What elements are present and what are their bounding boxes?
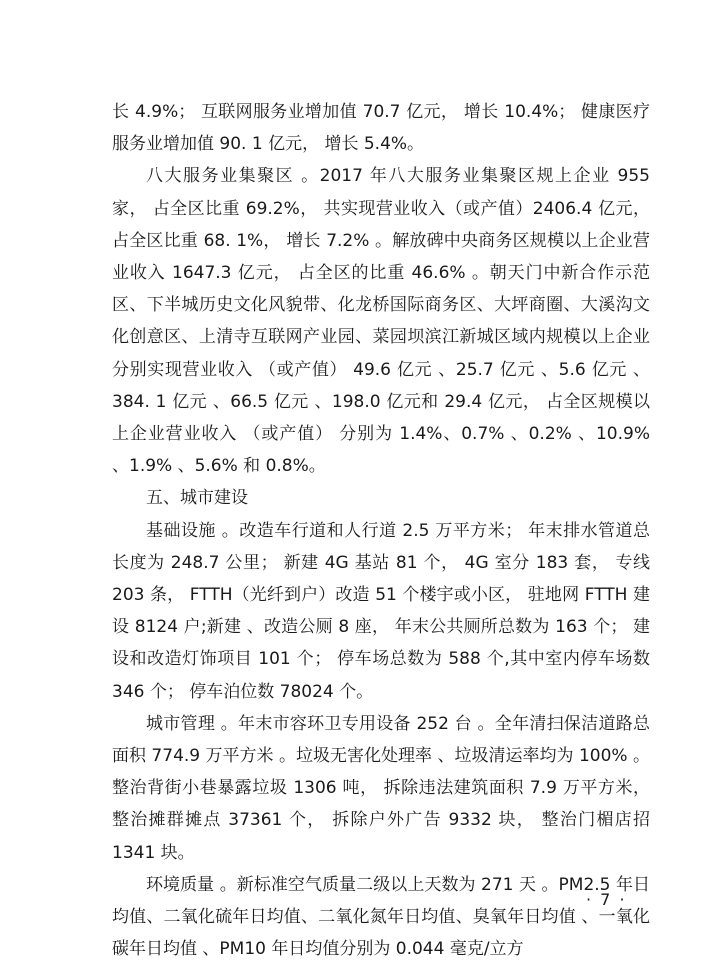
body-text bbox=[112, 96, 650, 965]
paragraph-urban-management: 城市管理 。年末市容环卫专用设备 252 台 。全年清扫保洁道路总面积 774.9 万平方米 。垃圾无害化处理率 、垃圾清运率均为 100% 。整治背街小巷暴露垃圾 1306 吨， 拆除违法建筑面积 7.9 万平方米， 整治摊群摊点 37361 个， 拆除户外广告 9332 块， 整治门楣店招 1341 块。 bbox=[112, 713, 650, 863]
paragraph-service-clusters: 八大服务业集聚区 。2017 年八大服务业集聚区规上企业 955 家， 占全区比重 69.2%， 共实现营业收入（或产值）2406.4 亿元， 占全区比重 68. 1%， 增长 7.2% 。解放碑中央商务区规模以上企业营业收入 1647.3 亿元， 占全区的比重 46.6% 。朝天门中新合作示范区、下半城历史文化风貌带、化龙桥国际商务区、大坪商圈、大溪沟文化创意区、上清寺互联网产业园、菜园坝滨江新城区域内规模以上企业分别实现营业收入 （或产值） 49.6 亿元 、25.7 亿元 、5.6 亿元 、384. 1 亿元 、66.5 亿元 、198.0 亿元和 29.4 亿元， 占全区规模以上企业营业收入 （或产值） 分别为 1.4%、0.7% 、0.2% 、10.9% 、1.9% 、5.6% 和 0.8%。 bbox=[112, 166, 650, 477]
paragraph-environment-quality: 环境质量 。新标准空气质量二级以上天数为 271 天 。PM2.5 年日均值、二氧化硫年日均值、二氧化氮年日均值、臭氧年日均值 、一氧化碳年日均值 、PM10 年日均值分别为 0.044 毫克/立方 bbox=[112, 874, 650, 960]
section-heading-urban-construction: 五、城市建设 bbox=[146, 488, 248, 509]
paragraph-services-growth: 长 4.9%； 互联网服务业增加值 70.7 亿元， 增长 10.4%； 健康医疗服务业增加值 90. 1 亿元， 增长 5.4%。 bbox=[112, 102, 650, 155]
page-number: · 7 · bbox=[586, 890, 627, 909]
paragraph-infrastructure: 基础设施 。改造车行道和人行道 2.5 万平方米； 年末排水管道总长度为 248.7 公里； 新建 4G 基站 81 个， 4G 室分 183 套， 专线 203 条， FTTH（光纤到户）改造 51 个楼宇或小区， 驻地网 FTTH 建设 8124 户;新建 、改造公厕 8 座， 年末公共厕所总数为 163 个； 建设和改造灯饰项目 101 个； 停车场总数为 588 个,其中室内停车场数 346 个； 停车泊位数 78024 个。 bbox=[112, 520, 650, 702]
